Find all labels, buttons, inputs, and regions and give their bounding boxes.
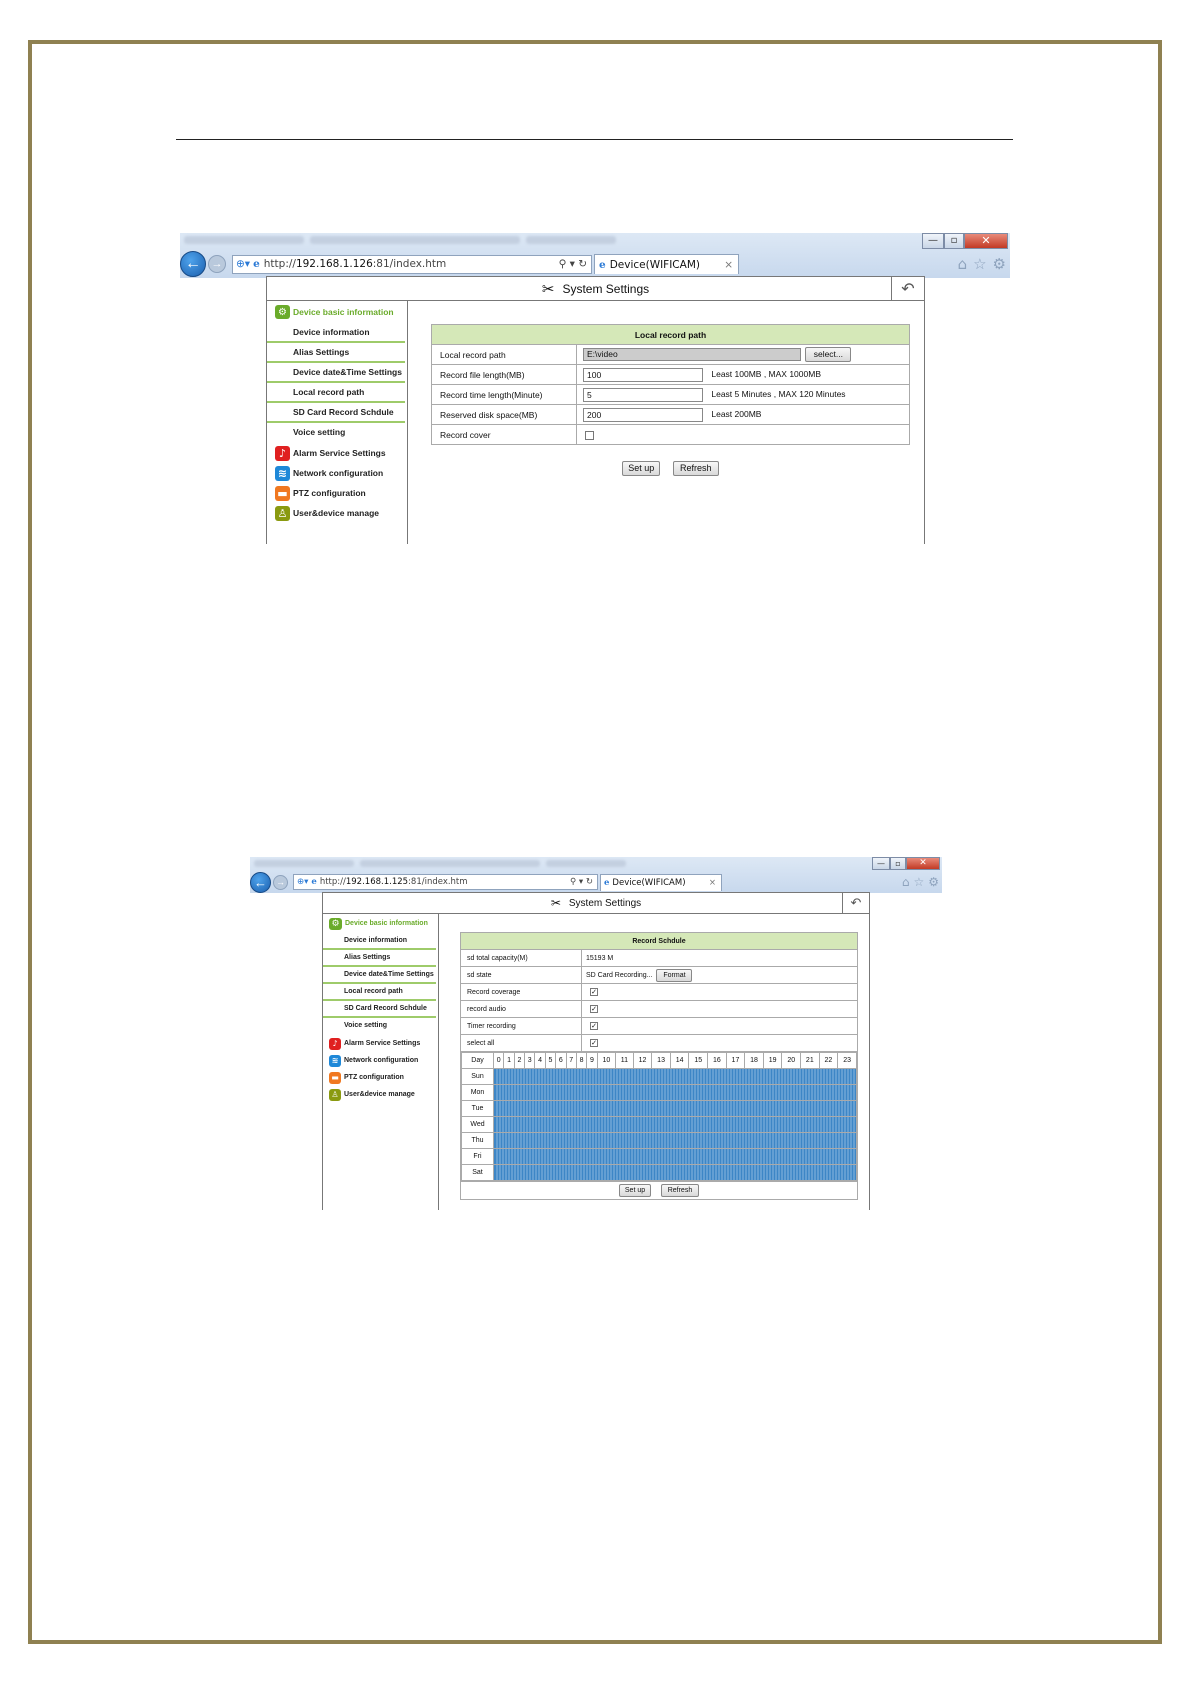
hour-header: 7 [566,1053,576,1069]
row-note: Least 200MB [711,408,762,419]
toolbar-icons [902,875,942,889]
sidebar-category-label: Alarm Service Settings [344,1040,421,1047]
settings-tools-icon: ✂ [541,279,555,298]
schedule-day-cells[interactable] [494,1149,857,1165]
user-icon: ♙ [329,1089,341,1101]
day-label: Sat [462,1165,494,1181]
sidebar-head[interactable] [323,914,438,933]
sidebar-item-voice-setting[interactable]: Voice setting [344,1022,388,1029]
hour-header: 12 [633,1053,652,1069]
form-heading: Local record path [432,325,910,345]
row-note: Least 5 Minutes , MAX 120 Minutes [711,388,846,399]
system-settings-header [323,893,869,914]
maximize-button[interactable]: ▫ [890,857,906,870]
sd-capacity-value: 15193 M [582,950,858,967]
row-label: Record coverage [461,984,582,1001]
sidebar-item-ptz-configuration[interactable] [323,1069,438,1086]
day-label: Mon [462,1085,494,1101]
header-rule [176,139,1013,140]
hour-header: 20 [782,1053,801,1069]
sidebar-sub-list [323,933,438,1035]
form-buttons [431,461,910,476]
gear-icon: ⚙ [275,305,290,319]
tab-close-icon[interactable]: × [708,877,716,888]
sidebar-item-device-date-time-settings[interactable]: Device date&Time Settings [267,363,405,383]
window-controls [922,233,1008,249]
day-header: Day [462,1053,494,1069]
forward-button[interactable]: → [273,875,288,890]
sidebar-item-sd-card-record-schdule[interactable]: SD Card Record Schdule [323,1001,436,1018]
hour-header: 1 [504,1053,514,1069]
page-title: System Settings [568,897,642,909]
schedule-day-cells[interactable] [494,1117,857,1133]
sidebar-item-device-date-time-settings[interactable]: Device date&Time Settings [323,967,436,984]
set-up-button[interactable]: Set up [622,461,660,476]
url-suffix: :81/index.htm [408,877,468,887]
row-label: sd state [461,967,582,984]
tab-close-icon[interactable]: × [724,258,733,271]
reserved-disk-space-input[interactable]: 200 [583,408,703,422]
sidebar-item-device-information[interactable]: Device information [267,323,405,343]
sidebar-item-alias-settings[interactable]: Alias Settings [267,343,405,363]
camera-settings-page [322,892,870,1210]
alarm-bell-icon: ♪ [275,446,290,461]
url-prefix: http:// [263,258,296,270]
sidebar-category-label: User&device manage [293,508,379,518]
sidebar-item-alias-settings[interactable]: Alias Settings [323,950,436,967]
row-label: Record file length(MB) [432,365,577,385]
forward-button[interactable]: → [208,255,226,273]
url-host: 192.168.1.125 [345,877,409,887]
row-label: Timer recording [461,1018,582,1035]
return-button[interactable]: ↶ [842,893,869,913]
toolbar-icons [958,255,1010,273]
row-note: Least 100MB , MAX 1000MB [711,368,821,379]
hour-header: 14 [670,1053,689,1069]
browser-tab[interactable] [600,874,722,891]
hour-header: 18 [745,1053,764,1069]
ie-logo-icon: e [311,877,317,887]
sidebar-head-label: Device basic information [293,307,394,317]
set-up-button[interactable]: Set up [619,1184,651,1197]
hour-header: 10 [597,1053,616,1069]
sidebar-sub-list [267,323,407,443]
record-time-length-input[interactable]: 5 [583,388,703,402]
browser-chrome [250,857,942,893]
schedule-day-cells[interactable] [494,1069,857,1085]
hour-header: 21 [801,1053,820,1069]
ie-logo-icon: e [253,258,260,270]
sidebar-head[interactable] [267,301,407,323]
browser-chrome [180,233,1010,278]
select-folder-button[interactable]: select... [805,347,851,362]
url-host: 192.168.1.126 [295,258,373,270]
sidebar-item-network-configuration[interactable] [323,1052,438,1069]
hour-header: 2 [514,1053,524,1069]
close-window-button[interactable]: ✕ [906,857,940,870]
hour-header: 9 [587,1053,597,1069]
ptz-camera-icon: ▬ [275,486,290,501]
ptz-camera-icon: ▬ [329,1072,341,1084]
maximize-button[interactable]: ▫ [944,233,964,249]
local-record-form [431,324,910,445]
row-label: Reserved disk space(MB) [432,405,577,425]
settings-sidebar [323,914,439,1210]
ie-logo-icon: e [599,258,606,271]
hour-header: 16 [708,1053,727,1069]
hour-header: 6 [556,1053,566,1069]
wifi-icon: ≋ [275,466,290,481]
hour-header: 8 [576,1053,586,1069]
window-title-blurred [184,236,920,248]
page-icon: ⊕▾ [297,877,309,887]
sidebar-category-label: User&device manage [344,1091,415,1098]
row-label: Local record path [432,345,577,365]
schedule-day-cells[interactable] [494,1165,857,1181]
sidebar-item-alarm-service-settings[interactable] [323,1035,438,1052]
favorites-star-icon[interactable]: ☆ [973,255,987,273]
screenshot-local-record-path [180,233,1010,544]
sidebar-item-ptz-configuration[interactable] [267,483,407,503]
page-icon: ⊕▾ [236,258,251,270]
refresh-button[interactable]: Refresh [661,1184,699,1197]
settings-sidebar [267,301,408,544]
camera-settings-page [266,276,925,544]
hour-header: 23 [838,1053,857,1069]
sidebar-item-alarm-service-settings[interactable] [267,443,407,463]
sidebar-item-sd-card-record-schdule[interactable]: SD Card Record Schdule [267,403,405,423]
sidebar-item-network-configuration[interactable] [267,463,407,483]
record-audio-checkbox[interactable]: ✓ [591,1005,597,1013]
page-title: System Settings [562,281,650,296]
system-settings-header [267,277,924,301]
sidebar-category-label: Network configuration [344,1057,419,1064]
gear-icon: ⚙ [329,918,342,930]
tab-title: Device(WIFICAM) [612,877,686,888]
hour-header: 5 [545,1053,555,1069]
alarm-bell-icon: ♪ [329,1038,341,1050]
sidebar-item-device-information[interactable]: Device information [323,933,436,950]
minimize-button[interactable]: — [922,233,944,249]
favorites-star-icon[interactable]: ☆ [913,875,925,889]
record-schedule-form [460,932,858,1200]
day-label: Tue [462,1101,494,1117]
sidebar-category-label: PTZ configuration [293,488,366,498]
close-window-button[interactable]: ✕ [964,233,1008,249]
hour-header: 17 [726,1053,745,1069]
home-icon[interactable]: ⌂ [957,255,968,273]
record-cover-checkbox[interactable] [585,431,594,440]
schedule-day-cells[interactable] [494,1101,857,1117]
format-button[interactable]: Format [656,969,692,982]
hour-header: 22 [819,1053,838,1069]
back-button[interactable]: ← [250,872,271,893]
sidebar-item-voice-setting[interactable]: Voice setting [293,427,346,437]
hour-header: 0 [494,1053,504,1069]
timer-recording-checkbox[interactable]: ✓ [591,1022,597,1030]
sidebar-item-user-device-manage[interactable] [323,1086,438,1103]
hour-header: 15 [689,1053,708,1069]
form-heading: Record Schdule [461,933,858,950]
screenshot-record-schedule [250,857,942,1210]
record-file-length-input[interactable]: 100 [583,368,703,382]
day-label: Sun [462,1069,494,1085]
sidebar-category-label: Network configuration [293,468,384,478]
sidebar-item-local-record-path[interactable]: Local record path [267,383,405,403]
hour-header: 19 [763,1053,782,1069]
hour-header: 13 [652,1053,671,1069]
settings-tools-icon: ✂ [550,896,561,910]
address-tools-icon[interactable]: ⚲ ▾ ↻ [569,877,593,887]
sidebar-category-label: Alarm Service Settings [293,448,386,458]
sidebar-head-label: Device basic information [345,920,428,927]
sd-state-value: SD Card Recording... [586,971,653,979]
refresh-button[interactable]: Refresh [673,461,719,476]
day-label: Wed [462,1117,494,1133]
schedule-grid [461,1052,857,1181]
sidebar-item-user-device-manage[interactable] [267,503,407,523]
return-button[interactable]: ↶ [891,277,924,300]
browser-tab[interactable] [594,254,739,274]
select-all-checkbox[interactable]: ✓ [591,1039,597,1047]
ie-logo-icon: e [604,877,610,888]
row-label: record audio [461,1001,582,1018]
address-bar[interactable] [293,874,598,890]
sidebar-category-list [323,1035,438,1103]
user-icon: ♙ [275,506,290,521]
sidebar-category-label: PTZ configuration [344,1074,404,1081]
tab-title: Device(WIFICAM) [609,258,700,271]
schedule-day-cells[interactable] [494,1133,857,1149]
row-label: Record time length(Minute) [432,385,577,405]
row-label: sd total capacity(M) [461,950,582,967]
row-label: select all [461,1035,582,1052]
wifi-icon: ≋ [329,1055,341,1067]
schedule-day-cells[interactable] [494,1085,857,1101]
hour-header: 11 [616,1053,634,1069]
window-controls [872,857,940,870]
settings-gear-icon[interactable]: ⚙ [928,875,939,889]
url-suffix: :81/index.htm [372,258,447,270]
back-button[interactable]: ← [180,251,206,277]
day-label: Fri [462,1149,494,1165]
settings-gear-icon[interactable]: ⚙ [992,255,1006,273]
day-label: Thu [462,1133,494,1149]
address-bar[interactable] [232,255,592,274]
url-prefix: http:// [319,877,346,887]
window-title-blurred [254,860,872,870]
home-icon[interactable]: ⌂ [901,875,910,889]
hour-header: 4 [535,1053,545,1069]
local-record-path-input[interactable]: E:\video [583,348,801,361]
row-label: Record cover [432,425,577,445]
address-tools-icon[interactable]: ⚲ ▾ ↻ [558,258,587,270]
sidebar-category-list [267,443,407,523]
sidebar-item-local-record-path[interactable]: Local record path [323,984,436,1001]
minimize-button[interactable]: — [872,857,890,870]
record-coverage-checkbox[interactable]: ✓ [591,988,597,996]
hour-header: 3 [525,1053,535,1069]
